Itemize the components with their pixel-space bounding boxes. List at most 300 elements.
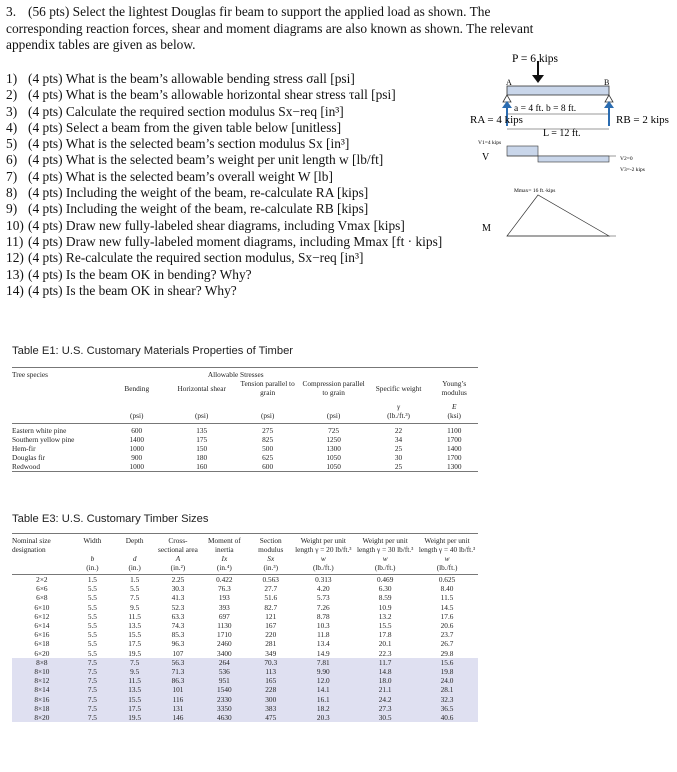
table-cell: 383 bbox=[249, 704, 292, 713]
e1-symbol bbox=[105, 397, 169, 411]
table-cell: 14.1 bbox=[292, 685, 354, 694]
table-cell: 5.5 bbox=[87, 584, 97, 594]
e1-symbol: E bbox=[452, 402, 457, 411]
table-cell: 10.3 bbox=[316, 621, 330, 631]
table-cell: 121 bbox=[265, 611, 277, 621]
e3-col-header: Weight per unit length γ = 40 lb/ft.³ bbox=[418, 536, 476, 554]
table-cell: 14.5 bbox=[440, 602, 454, 612]
table-cell: 21.1 bbox=[354, 685, 416, 694]
table-cell: 146 bbox=[156, 713, 199, 722]
e3-unit: (lb./ft.) bbox=[436, 563, 458, 572]
size-designation: 6×8 bbox=[36, 593, 48, 603]
table-cell: 536 bbox=[200, 667, 249, 676]
table-cell: 7.5 bbox=[72, 667, 113, 676]
table-cell: 1400 bbox=[129, 435, 145, 444]
shear-axis-label: V bbox=[482, 152, 490, 163]
e1-symbol: γ bbox=[397, 402, 400, 411]
table-cell: 24.2 bbox=[354, 695, 416, 704]
table-cell: 9.5 bbox=[130, 602, 140, 612]
e1-unit: (ksi) bbox=[447, 411, 461, 420]
question-number: 2) bbox=[6, 87, 18, 103]
problem-number: 3. bbox=[6, 4, 17, 19]
table-cell: 7.5 bbox=[72, 704, 113, 713]
table-cell: 725 bbox=[328, 426, 340, 435]
e1-unit: (psi) bbox=[130, 411, 144, 420]
point-b-label: B bbox=[604, 78, 610, 87]
size-designation: 6×16 bbox=[34, 630, 50, 640]
load-label: P = 6 kips bbox=[512, 53, 558, 65]
table-e3-title: Table E3: U.S. Customary Timber Sizes bbox=[12, 513, 209, 525]
table-row bbox=[12, 649, 478, 658]
table-cell: 25 bbox=[394, 444, 403, 453]
species-name: Redwood bbox=[12, 462, 40, 471]
question-text: (4 pts) What is the selected beam’s overall weight W [lb] bbox=[28, 168, 333, 184]
species-name: Southern yellow pine bbox=[12, 435, 75, 444]
species-name: Hem-fir bbox=[12, 444, 36, 453]
table-cell: 6.30 bbox=[378, 584, 392, 594]
table-cell: 500 bbox=[262, 444, 274, 453]
table-cell: 4.20 bbox=[316, 584, 330, 594]
table-cell: 8.78 bbox=[316, 611, 330, 621]
question-text: (4 pts) What is the beam’s allowable bending stress σall [psi] bbox=[28, 71, 355, 86]
e1-col-header: Horizontal shear bbox=[177, 383, 226, 393]
table-cell: 475 bbox=[249, 713, 292, 722]
question-item bbox=[6, 169, 476, 185]
question-text: (4 pts) Draw new fully-labeled shear diagrams, including Vmax [kips] bbox=[28, 217, 405, 233]
e3-unit: (in.³) bbox=[263, 563, 279, 572]
table-cell: 0.563 bbox=[262, 575, 279, 584]
question-number: 12) bbox=[6, 250, 24, 266]
e3-col-header: Width bbox=[83, 536, 102, 545]
table-cell: 3400 bbox=[217, 648, 232, 658]
question-number: 3) bbox=[6, 103, 18, 119]
question-item bbox=[6, 201, 476, 217]
table-row bbox=[12, 593, 478, 602]
e1-symbol bbox=[235, 397, 301, 411]
question-number: 7) bbox=[6, 168, 18, 184]
size-designation: 8×20 bbox=[12, 713, 72, 722]
e3-symbol: Ix bbox=[221, 554, 228, 563]
e3-unit: (in.⁴) bbox=[216, 563, 232, 572]
table-cell: 29.8 bbox=[440, 648, 454, 658]
species-name: Eastern white pine bbox=[12, 426, 67, 435]
table-row bbox=[12, 685, 478, 694]
question-text: (4 pts) What is the selected beam’s section modulus Sx [in³] bbox=[28, 136, 350, 152]
table-cell: 19.5 bbox=[128, 648, 142, 658]
table-cell: 51.6 bbox=[264, 593, 278, 603]
table-cell: 8.40 bbox=[440, 584, 454, 594]
e1-unit: (psi) bbox=[260, 411, 275, 420]
table-cell: 0.469 bbox=[376, 575, 394, 584]
table-cell: 5.5 bbox=[130, 584, 140, 594]
table-cell: 7.26 bbox=[316, 602, 330, 612]
table-cell: 1300 bbox=[446, 462, 462, 471]
table-row bbox=[12, 621, 478, 630]
e3-unit bbox=[12, 563, 72, 575]
table-cell: 15.5 bbox=[128, 630, 142, 640]
table-cell: 30.5 bbox=[354, 713, 416, 722]
spacer-cell bbox=[12, 411, 105, 424]
table-cell: 13.5 bbox=[113, 685, 156, 694]
size-designation: 8×18 bbox=[12, 704, 72, 713]
size-designation: 8×8 bbox=[12, 658, 72, 667]
e3-symbol: A bbox=[175, 554, 181, 563]
table-cell: 7.5 bbox=[72, 658, 113, 667]
table-cell: 17.5 bbox=[113, 704, 156, 713]
e3-symbol: w bbox=[320, 554, 326, 563]
problem-text: (56 pts) Select the lightest Douglas fir beam to support the applied load as shown. The corresponding reaction forces, shear and moment diagrams are also known as shown. The relevant appendix tables are given as below. bbox=[6, 4, 534, 52]
table-cell: 82.7 bbox=[264, 602, 278, 612]
spacer-cell bbox=[12, 397, 105, 411]
allowable-stresses-group: Allowable Stresses bbox=[207, 370, 264, 379]
table-cell: 1000 bbox=[129, 462, 145, 471]
table-row bbox=[12, 676, 478, 685]
size-designation: 6×18 bbox=[34, 639, 50, 649]
table-cell: 7.5 bbox=[72, 713, 113, 722]
table-cell: 5.5 bbox=[87, 621, 97, 631]
table-e1-title: Table E1: U.S. Customary Materials Properties of Timber bbox=[12, 345, 294, 357]
size-designation: 6×10 bbox=[34, 602, 50, 612]
table-cell: 1050 bbox=[326, 453, 341, 462]
table-cell: 17.6 bbox=[440, 611, 454, 621]
question-item bbox=[6, 218, 476, 234]
table-cell: 15.5 bbox=[378, 621, 392, 631]
table-cell: 85.3 bbox=[171, 630, 185, 640]
table-cell: 15.6 bbox=[416, 658, 478, 667]
e1-col-header: Tension parallel to grain bbox=[240, 379, 295, 397]
table-cell: 160 bbox=[196, 462, 208, 471]
table-cell: 1000 bbox=[129, 444, 145, 453]
table-cell: 30.3 bbox=[171, 584, 185, 594]
e3-symbol: d bbox=[132, 554, 137, 563]
table-row bbox=[12, 435, 478, 444]
v1-label: V1=4 kips bbox=[478, 140, 502, 146]
size-designation: 6×20 bbox=[34, 648, 50, 658]
table-cell: 228 bbox=[249, 685, 292, 694]
ra-label: RA = 4 kips bbox=[470, 114, 523, 126]
e3-col-header: Weight per unit length γ = 30 lb/ft.³ bbox=[356, 536, 414, 554]
table-cell: 1250 bbox=[326, 435, 341, 444]
table-cell: 24.0 bbox=[416, 676, 478, 685]
table-cell: 7.81 bbox=[292, 658, 354, 667]
table-cell: 1400 bbox=[446, 444, 462, 453]
table-row bbox=[12, 424, 478, 436]
table-cell: 264 bbox=[200, 658, 249, 667]
table-cell: 70.3 bbox=[249, 658, 292, 667]
v3-label: V3=-2 kips bbox=[620, 167, 645, 173]
table-cell: 625 bbox=[262, 453, 274, 462]
table-cell: 10.9 bbox=[378, 602, 392, 612]
e3-symbol: w bbox=[382, 554, 388, 563]
table-cell: 36.5 bbox=[416, 704, 478, 713]
table-cell: 1700 bbox=[446, 453, 462, 462]
question-text: (4 pts) Is the beam OK in shear? Why? bbox=[28, 282, 237, 298]
table-cell: 13.4 bbox=[316, 639, 330, 649]
table-cell: 825 bbox=[262, 435, 274, 444]
species-name: Douglas fir bbox=[12, 453, 46, 462]
table-cell: 7.5 bbox=[72, 676, 113, 685]
table-cell: 7.5 bbox=[72, 685, 113, 694]
table-cell: 5.73 bbox=[316, 593, 330, 603]
size-designation: 2×2 bbox=[36, 575, 48, 584]
size-designation: 8×12 bbox=[12, 676, 72, 685]
question-item bbox=[6, 185, 476, 201]
table-cell: 22 bbox=[394, 426, 403, 435]
table-cell: 17.8 bbox=[378, 630, 392, 640]
question-number: 6) bbox=[6, 152, 18, 168]
table-row bbox=[12, 612, 478, 621]
table-cell: 11.5 bbox=[128, 611, 141, 621]
beam bbox=[507, 86, 609, 95]
table-cell: 11.7 bbox=[354, 658, 416, 667]
size-designation: 8×14 bbox=[12, 685, 72, 694]
question-item bbox=[6, 87, 476, 103]
question-item bbox=[6, 250, 476, 266]
e3-col-header: Nominal size designation bbox=[12, 536, 51, 554]
shear-negative bbox=[538, 156, 609, 162]
e1-col-header: Bending bbox=[124, 383, 150, 393]
size-designation: 6×6 bbox=[36, 584, 48, 594]
table-cell: 34 bbox=[394, 435, 403, 444]
e3-col-header: Depth bbox=[125, 536, 144, 545]
table-cell: 13.5 bbox=[128, 621, 142, 631]
table-cell: 19.8 bbox=[416, 667, 478, 676]
table-cell: 193 bbox=[218, 593, 230, 603]
question-number: 13) bbox=[6, 266, 24, 282]
table-cell: 220 bbox=[265, 630, 277, 640]
support-a bbox=[503, 95, 511, 102]
moment-curve bbox=[507, 195, 609, 236]
table-cell: 116 bbox=[156, 695, 199, 704]
table-cell: 393 bbox=[218, 602, 230, 612]
question-text: (4 pts) Is the beam OK in bending? Why? bbox=[28, 266, 252, 282]
e1-col-header: Young’s modulus bbox=[441, 379, 467, 397]
e3-col-header: Cross-sectional area bbox=[158, 536, 198, 554]
table-cell: 86.3 bbox=[156, 676, 199, 685]
table-cell: 2.25 bbox=[171, 575, 185, 584]
table-row bbox=[12, 658, 478, 667]
table-cell: 600 bbox=[262, 462, 274, 471]
beam-diagram bbox=[470, 50, 677, 250]
table-cell: 7.5 bbox=[72, 695, 113, 704]
e3-symbol: b bbox=[90, 554, 95, 563]
table-cell: 1.5 bbox=[130, 575, 140, 584]
table-cell: 40.6 bbox=[416, 713, 478, 722]
question-number: 9) bbox=[6, 201, 18, 217]
e3-col-header: Weight per unit length γ = 20 lb/ft.³ bbox=[295, 536, 352, 554]
question-number: 8) bbox=[6, 185, 18, 201]
question-text: (4 pts) Including the weight of the beam, re-calculate RA [kips] bbox=[28, 185, 369, 201]
table-cell: 1.5 bbox=[87, 575, 97, 584]
table-row bbox=[12, 639, 478, 648]
question-item bbox=[6, 71, 476, 87]
table-cell: 4630 bbox=[200, 713, 249, 722]
question-text: (4 pts) Calculate the required section modulus Sx−req [in³] bbox=[28, 103, 344, 119]
table-cell: 0.313 bbox=[315, 575, 332, 584]
table-cell: 19.5 bbox=[113, 713, 156, 722]
table-cell: 5.5 bbox=[87, 602, 97, 612]
table-cell: 22.3 bbox=[378, 648, 392, 658]
table-cell: 5.5 bbox=[87, 639, 97, 649]
table-cell: 600 bbox=[131, 426, 143, 435]
table-cell: 697 bbox=[218, 611, 230, 621]
table-cell: 76.3 bbox=[217, 584, 231, 594]
table-cell: 16.1 bbox=[292, 695, 354, 704]
table-row bbox=[12, 453, 478, 462]
table-cell: 14.8 bbox=[354, 667, 416, 676]
table-e1 bbox=[12, 367, 478, 472]
table-cell: 1710 bbox=[217, 630, 232, 640]
table-cell: 56.3 bbox=[156, 658, 199, 667]
table-cell: 175 bbox=[196, 435, 208, 444]
table-cell: 17.5 bbox=[128, 639, 142, 649]
table-cell: 9.5 bbox=[113, 667, 156, 676]
question-number: 11) bbox=[6, 233, 24, 249]
table-cell: 5.5 bbox=[87, 593, 97, 603]
e3-unit: (lb./ft.) bbox=[374, 563, 396, 572]
table-row bbox=[12, 584, 478, 593]
question-text: (4 pts) Draw new fully-labeled moment diagrams, including Mmax [ft · kips] bbox=[28, 233, 443, 249]
question-text: (4 pts) What is the beam’s allowable horizontal shear stress τall [psi] bbox=[28, 87, 396, 103]
table-cell: 41.3 bbox=[171, 593, 185, 603]
table-cell: 180 bbox=[196, 453, 208, 462]
table-row bbox=[12, 462, 478, 472]
table-cell: 0.422 bbox=[216, 575, 233, 584]
question-number: 4) bbox=[6, 119, 18, 135]
table-row bbox=[12, 575, 478, 585]
table-cell: 20.3 bbox=[292, 713, 354, 722]
table-row bbox=[12, 630, 478, 639]
table-cell: 28.1 bbox=[416, 685, 478, 694]
table-cell: 71.3 bbox=[156, 667, 199, 676]
table-row bbox=[12, 695, 478, 704]
table-cell: 349 bbox=[265, 648, 277, 658]
question-number: 1) bbox=[6, 71, 18, 86]
table-row bbox=[12, 667, 478, 676]
e3-col-header: Moment of inertia bbox=[208, 536, 241, 554]
table-cell: 30 bbox=[394, 453, 403, 462]
table-cell: 11.5 bbox=[440, 593, 454, 603]
e1-symbol bbox=[301, 397, 367, 411]
table-cell: 15.5 bbox=[113, 695, 156, 704]
rb-label: RB = 2 kips bbox=[616, 114, 669, 126]
support-b bbox=[605, 95, 613, 102]
size-designation: 8×10 bbox=[12, 667, 72, 676]
table-cell: 26.7 bbox=[440, 639, 454, 649]
e1-unit: (psi) bbox=[326, 411, 341, 420]
question-text: (4 pts) Including the weight of the beam, re-calculate RB [kips] bbox=[28, 201, 369, 217]
point-a-label: A bbox=[506, 78, 512, 87]
e3-symbol: w bbox=[444, 554, 450, 563]
table-row bbox=[12, 713, 478, 722]
table-cell: 7.5 bbox=[130, 593, 140, 603]
size-designation: 6×14 bbox=[34, 621, 50, 631]
v2-label: V2=0 bbox=[620, 156, 633, 162]
table-cell: 12.0 bbox=[292, 676, 354, 685]
e3-unit: (lb./ft.) bbox=[312, 563, 334, 572]
table-cell: 63.3 bbox=[171, 611, 185, 621]
span-length: L = 12 ft. bbox=[543, 128, 581, 139]
table-cell: 74.3 bbox=[171, 621, 185, 631]
table-cell: 165 bbox=[249, 676, 292, 685]
table-cell: 25 bbox=[394, 462, 403, 471]
table-cell: 101 bbox=[156, 685, 199, 694]
table-row bbox=[12, 603, 478, 612]
table-cell: 20.1 bbox=[378, 639, 392, 649]
table-cell: 5.5 bbox=[87, 648, 97, 658]
table-cell: 1300 bbox=[326, 444, 341, 453]
question-item bbox=[6, 136, 476, 152]
question-text: (4 pts) Re-calculate the required section modulus, Sx−req [in³] bbox=[28, 250, 364, 266]
table-cell: 18.2 bbox=[292, 704, 354, 713]
question-item bbox=[6, 267, 476, 283]
problem-statement bbox=[6, 4, 566, 54]
table-cell: 107 bbox=[172, 648, 184, 658]
table-cell: 9.90 bbox=[292, 667, 354, 676]
table-cell: 167 bbox=[265, 621, 277, 631]
table-cell: 1050 bbox=[326, 462, 341, 471]
table-cell: 135 bbox=[196, 426, 208, 435]
moment-axis-label: M bbox=[482, 223, 491, 234]
mmax-label: Mmax= 16 ft.·kips bbox=[514, 188, 556, 194]
question-text: (4 pts) What is the selected beam’s weight per unit length w [lb/ft] bbox=[28, 152, 384, 168]
table-cell: 32.3 bbox=[416, 695, 478, 704]
table-cell: 113 bbox=[249, 667, 292, 676]
span-dims: a = 4 ft. b = 8 ft. bbox=[514, 104, 577, 114]
table-cell: 300 bbox=[249, 695, 292, 704]
table-cell: 5.5 bbox=[87, 630, 97, 640]
question-number: 10) bbox=[6, 217, 24, 233]
table-cell: 27.3 bbox=[354, 704, 416, 713]
e3-unit: (in.) bbox=[128, 563, 141, 572]
table-cell: 281 bbox=[265, 639, 277, 649]
table-cell: 96.3 bbox=[171, 639, 185, 649]
load-arrow-head bbox=[532, 75, 544, 83]
table-row bbox=[12, 704, 478, 713]
table-cell: 900 bbox=[131, 453, 143, 462]
table-cell: 11.8 bbox=[317, 630, 330, 640]
table-cell: 27.7 bbox=[264, 584, 278, 594]
col-species: Tree species bbox=[12, 370, 49, 379]
size-designation: 8×16 bbox=[12, 695, 72, 704]
table-cell: 131 bbox=[156, 704, 199, 713]
e3-col-header: Section modulus bbox=[258, 536, 284, 554]
spacer-cell bbox=[12, 379, 105, 397]
table-cell: 2460 bbox=[217, 639, 232, 649]
question-item bbox=[6, 283, 476, 299]
table-cell: 23.7 bbox=[440, 630, 454, 640]
table-cell: 3350 bbox=[200, 704, 249, 713]
size-designation: 6×12 bbox=[34, 611, 50, 621]
table-cell: 7.5 bbox=[113, 658, 156, 667]
question-item bbox=[6, 104, 476, 120]
table-cell: 8.59 bbox=[378, 593, 392, 603]
table-cell: 150 bbox=[196, 444, 208, 453]
e3-symbol: Sx bbox=[267, 554, 275, 563]
table-cell: 1100 bbox=[447, 426, 462, 435]
e1-symbol bbox=[169, 397, 235, 411]
table-cell: 1700 bbox=[446, 435, 462, 444]
table-cell: 0.625 bbox=[438, 575, 456, 584]
table-cell: 275 bbox=[262, 426, 274, 435]
table-cell: 13.2 bbox=[378, 611, 392, 621]
question-item bbox=[6, 120, 476, 136]
e3-unit: (in.²) bbox=[170, 563, 186, 572]
table-e3 bbox=[12, 533, 478, 722]
question-item bbox=[6, 234, 476, 250]
question-list bbox=[6, 71, 476, 299]
table-cell: 52.3 bbox=[171, 602, 185, 612]
